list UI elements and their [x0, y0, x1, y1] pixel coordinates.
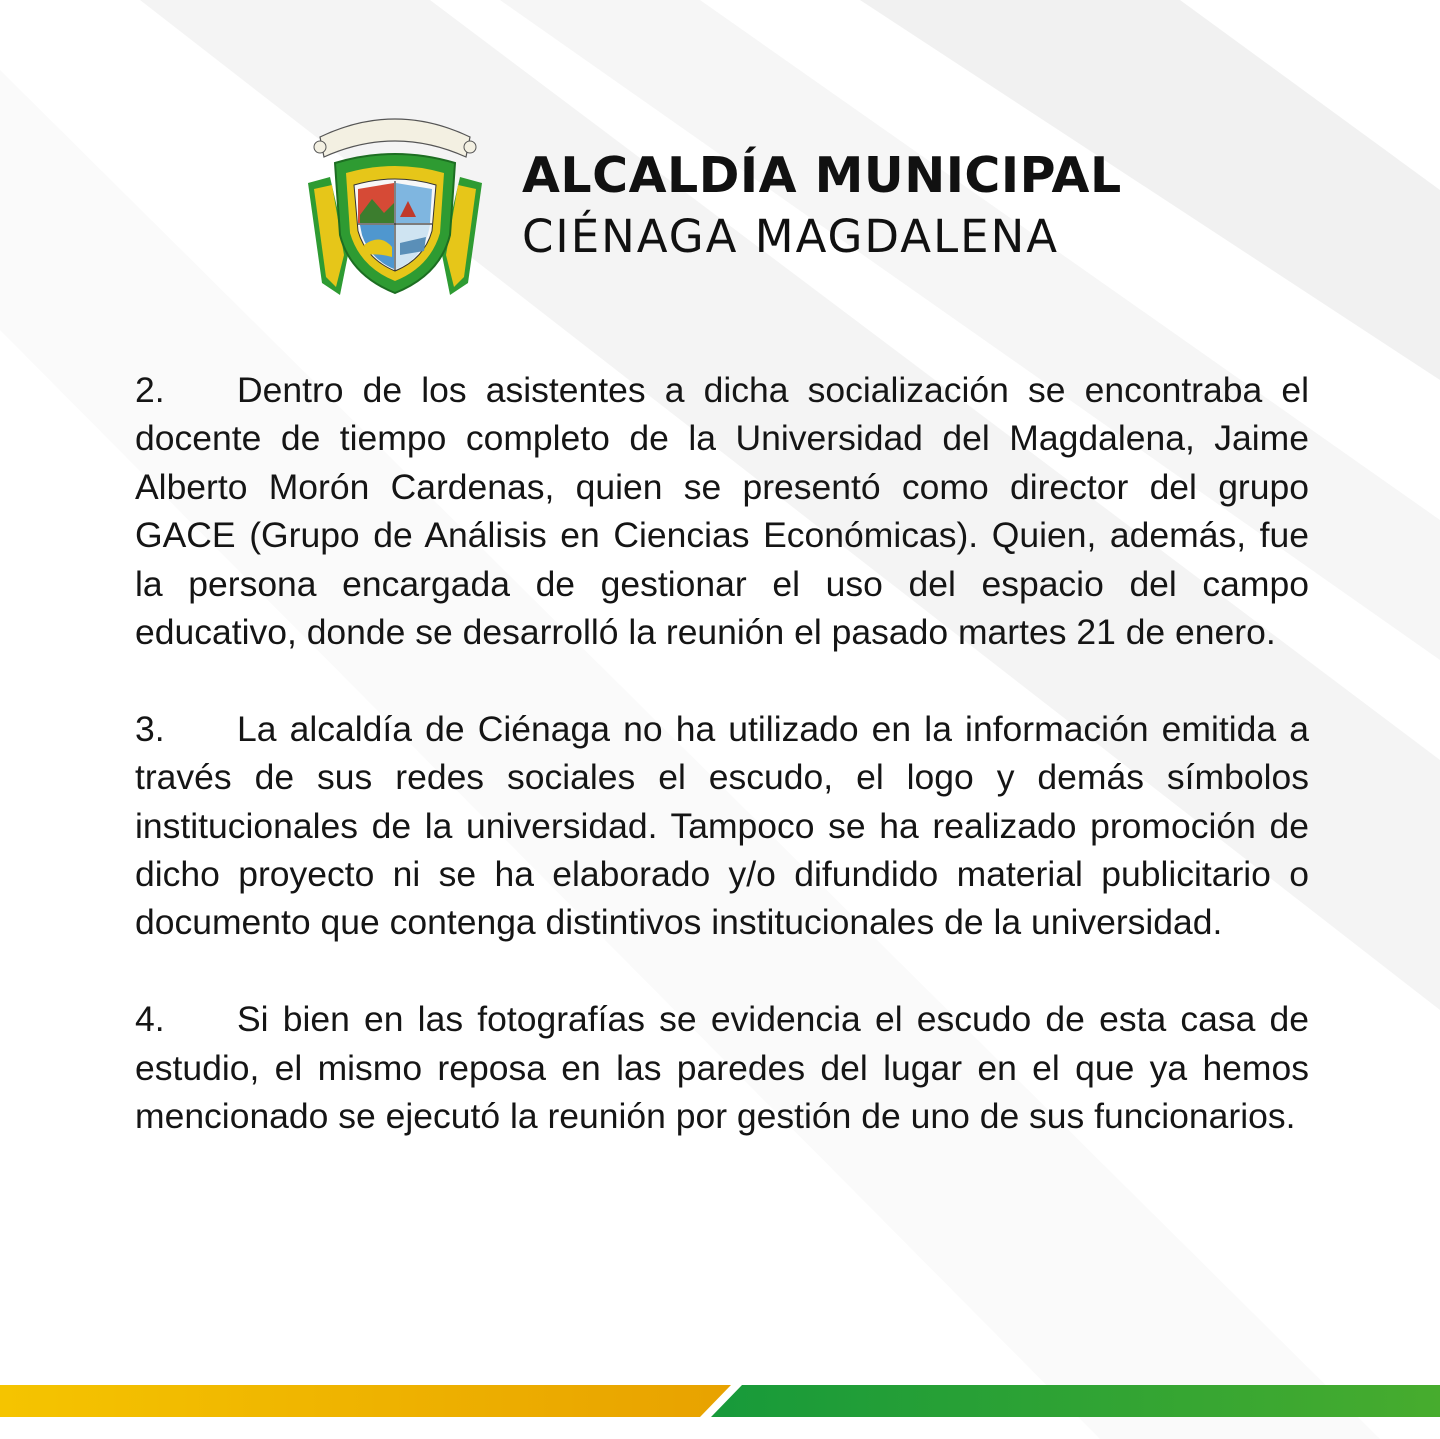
statement-body	[135, 366, 1309, 1140]
paragraph-3	[135, 705, 1309, 947]
paragraph-text: Si bien en las fotografías se evidencia el escudo de esta casa de estudio, el mismo reposa en las paredes del lugar en el que ya hemos mencionado se ejecutó la reunión por gestión de uno de sus funcionarios.	[135, 999, 1309, 1137]
footer-color-bar	[0, 1383, 1440, 1419]
paragraph-4	[135, 995, 1309, 1140]
paragraph-text: La alcaldía de Ciénaga no ha utilizado en la información emitida a través de sus redes sociales el escudo, el logo y demás símbolos institucionales de la universidad. Tampoco se ha realizado promoción de dicho proyecto ni se ha elaborado y/o difundido material publicitario o documento que contenga distintivos institucionales de la universidad.	[135, 708, 1309, 943]
organization-subtitle: CIÉNAGA MAGDALENA	[522, 210, 1060, 263]
municipal-crest-logo	[300, 105, 490, 300]
header	[300, 105, 1160, 305]
paragraph-number: 4.	[135, 999, 165, 1040]
paragraph-text: Dentro de los asistentes a dicha socialización se encontraba el docente de tiempo completo de la Universidad del Magdalena, Jaime Alberto Morón Cardenas, quien se presentó como director del grupo GACE (Grupo de Análisis en Ciencias Económicas). Quien, además, fue la persona encargada de gestionar el uso del espacio del campo educativo, donde se desarrolló la reunión el pasado martes 21 de enero.	[135, 370, 1309, 653]
organization-title: ALCALDÍA MUNICIPAL	[522, 147, 1122, 204]
paragraph-2	[135, 366, 1309, 656]
paragraph-number: 3.	[135, 708, 165, 749]
paragraph-number: 2.	[135, 370, 165, 410]
